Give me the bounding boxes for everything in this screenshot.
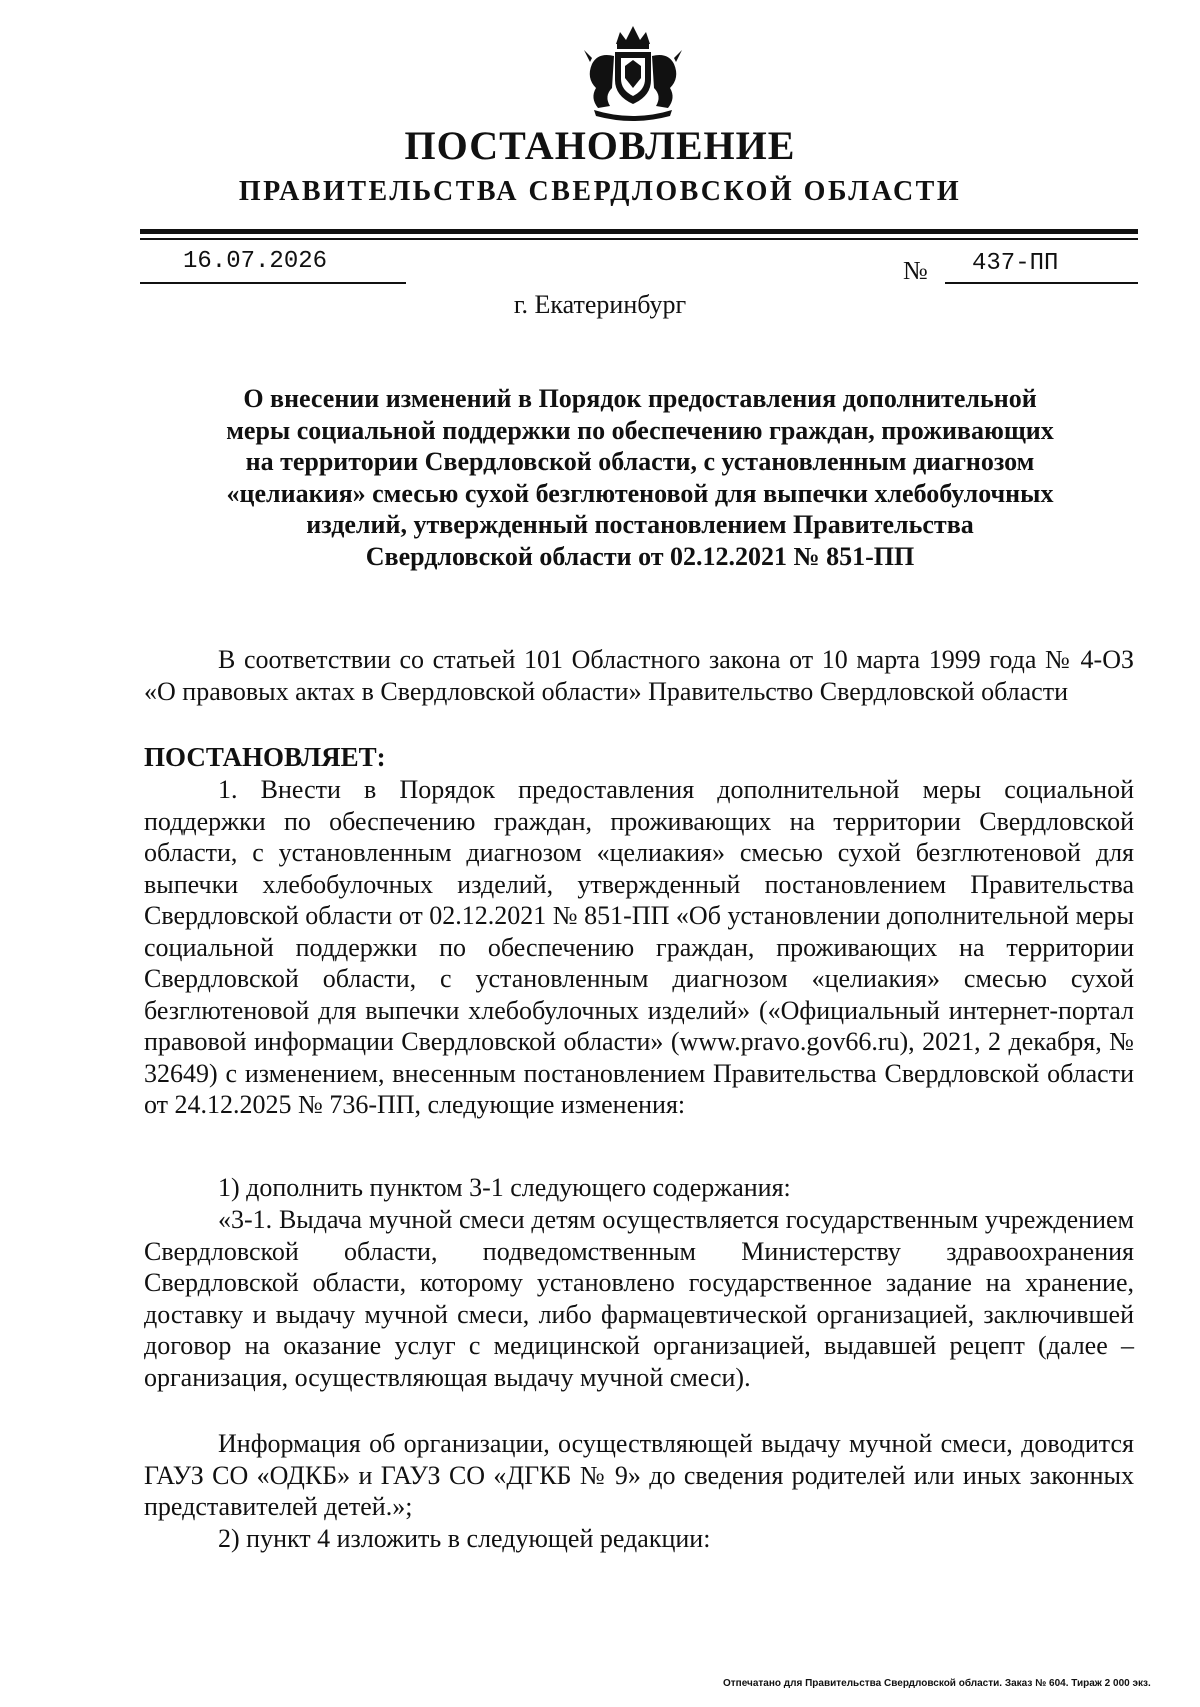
document-date: 16.07.2026: [183, 248, 328, 275]
issuer-heading: ПРАВИТЕЛЬСТВА СВЕРДЛОВСКОЙ ОБЛАСТИ: [238, 176, 962, 207]
title-line: меры социальной поддержки по обеспечению граждан, проживающих: [226, 415, 1054, 445]
document-type-heading: ПОСТАНОВЛЕНИЕ: [404, 123, 796, 168]
title-line: «целиакия» смесью сухой безглютеновой для выпечки хлебобулочных: [226, 478, 1054, 508]
document-number: 437-ПП: [972, 250, 1059, 277]
title-line: Свердловской области от 02.12.2021 № 851-ПП: [365, 541, 915, 571]
title-line: О внесении изменений в Порядок предоставления дополнительной: [243, 384, 1037, 413]
header-divider-thick: [140, 229, 1138, 234]
subitem-1-paragraph: 1) дополнить пунктом 3-1 следующего содержания:: [218, 1173, 791, 1202]
title-line: на территории Свердловской области, с установленным диагнозом: [245, 447, 1035, 476]
number-sign: №: [903, 256, 928, 285]
document-title: [150, 383, 1130, 572]
decree-heading: ПОСТАНОВЛЯЕТ:: [144, 742, 386, 772]
date-underline: [140, 282, 406, 284]
print-note: Отпечатано для Правительства Свердловской области. Заказ № 604. Тираж 2 000 экз.: [723, 1678, 1151, 1689]
city-label: г. Екатеринбург: [513, 290, 687, 319]
information-paragraph: Информация об организации, осуществляющей выдачу мучной смеси, доводится ГАУЗ СО «ОДКБ» и ГАУЗ СО «ДГКБ № 9» до сведения родителей или иных законных представителей детей.»;: [144, 1429, 1134, 1521]
number-underline: [945, 282, 1138, 284]
clause-3-1-paragraph: «3-1. Выдача мучной смеси детям осуществляется государственным учреждением Свердловской области, подведомственным Министерству здравоохранения Свердловской области, которому установлено государственное задание на хранение, доставку и выдачу мучной смеси, либо фармацевтической организацией, заключившей договор на оказание услуг с медицинской организацией, выдавшей рецепт (далее – организация, осуществляющая выдачу мучной смеси).: [144, 1205, 1134, 1392]
preamble-paragraph: В соответствии со статьей 101 Областного закона от 10 марта 1999 года № 4-ОЗ «О правовых актах в Свердловской области» Правительство Свердловской области: [144, 645, 1134, 706]
item-1-paragraph: 1. Внести в Порядок предоставления дополнительной меры социальной поддержки по обеспечению граждан, проживающих на территории Свердловской области, с установленным диагнозом «целиакия» смесью сухой безглютеновой для выпечки хлебобулочных изделий, утвержденный постановлением Правительства Свердловской области от 02.12.2021 № 851-ПП «Об установлении дополнительной меры социальной поддержки по обеспечению граждан, проживающих на территории Свердловской области, с установленным диагнозом «целиакия» смесью сухой безглютеновой для выпечки хлебобулочных изделий» («Официальный интернет-портал правовой информации Свердловской области» (www.pravo.gov66.ru), 2021, 2 декабря, № 32649) с изменением, внесенным постановлением Правительства Свердловской области от 24.12.2025 № 736-ПП, следующие изменения:: [144, 775, 1134, 1119]
title-line: изделий, утвержденный постановлением Правительства: [306, 510, 974, 539]
header-divider-thin: [140, 238, 1138, 240]
coat-of-arms-icon: [570, 22, 696, 122]
subitem-2-paragraph: 2) пункт 4 изложить в следующей редакции:: [218, 1524, 711, 1553]
